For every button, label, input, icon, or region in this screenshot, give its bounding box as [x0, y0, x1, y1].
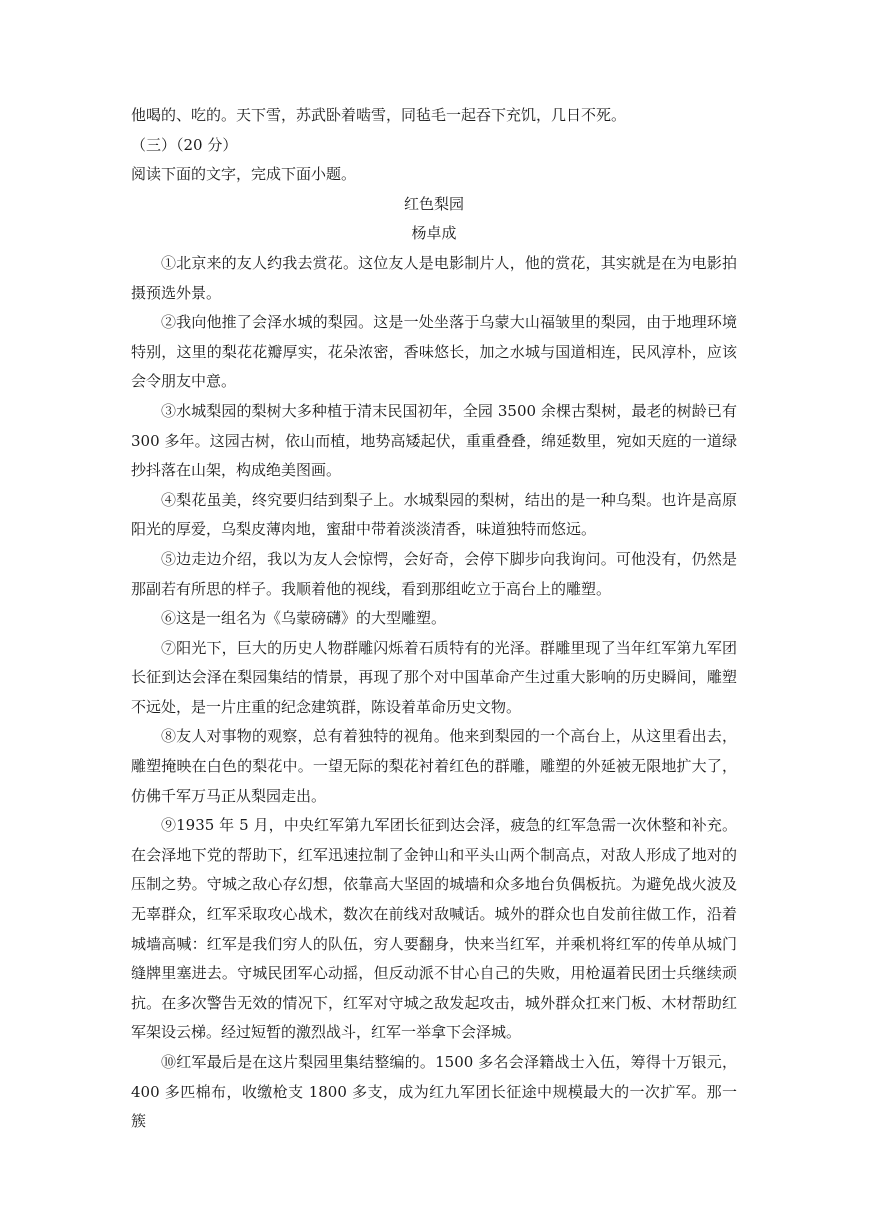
paragraph-1: ①北京来的友人约我去赏花。这位友人是电影制片人，他的赏花，其实就是在为电影拍摄预选外景。 [131, 253, 737, 302]
paragraph-7: ⑦阳光下，巨大的历史人物群雕闪烁着石质特有的光泽。群雕里现了当年红军第九军团长征到达会泽在梨园集结的情景，再现了那个对中国革命产生过重大影响的历史瞬间，雕塑不远处，是一片庄重的纪念建筑群，陈设着革命历史文物。 [131, 638, 737, 716]
paragraph-2: ②我向他推了会泽水城的梨园。这是一处坐落于乌蒙大山福皱里的梨园，由于地理环境特别，这里的梨花花瓣厚实，花朵浓密，香味悠长，加之水城与国道相连，民风淳朴，应该会令朋友中意。 [131, 313, 737, 391]
paragraph-4: ④梨花虽美，终究要归结到梨子上。水城梨园的梨树，结出的是一种乌梨。也许是高原阳光的厚爱，乌梨皮薄肉地，蜜甜中带着淡淡清香，味道独特而悠远。 [131, 490, 737, 539]
paragraph-8: ⑧友人对事物的观察，总有着独特的视角。他来到梨园的一个高台上，从这里看出去，雕塑掩映在白色的梨花中。一望无际的梨花衬着红色的群雕，雕塑的外延被无限地扩大了，仿佛千军万马正从梨园走出。 [131, 727, 737, 805]
paragraph-9: ⑨1935 年 5 月，中央红军第九军团长征到达会泽，疲急的红军急需一次休整和补充。在会泽地下党的帮助下，红军迅速拉制了金钟山和平头山两个制高点，对敌人形成了地对的压制之势。守城之敌心存幻想，依靠高大坚固的城墙和众多地台负偶板抗。为避免战火波及无辜群众，红军采取攻心战术，数次在前线对敌喊话。城外的群众也自发前往做工作，沿着城墙高喊：红军是我们穷人的队伍，穷人要翻身，快来当红军，并乘机将红军的传单从城门缝牌里塞进去。守城民团军心动摇，但反动派不甘心自己的失败，用枪逼着民团士兵继续顽抗。在多次警告无效的情况下，红军对守城之敌发起攻击，城外群众扛来门板、木材帮助红军架设云梯。经过短暂的激烈战斗，红军一举拿下会泽城。 [131, 816, 737, 1042]
page-content [131, 101, 737, 1137]
intro-line-1: 他喝的、吃的。天下雪，苏武卧着啮雪，同毡毛一起吞下充饥，几日不死。 [131, 106, 627, 124]
section-heading: （三）（20 分） [131, 135, 238, 154]
paragraph-6: ⑥这是一组名为《乌蒙磅礴》的大型雕塑。 [161, 609, 447, 628]
instruction-line: 阅读下面的文字，完成下面小题。 [131, 165, 357, 184]
paragraph-10: ⑩红军最后是在这片梨园里集结整编的。1500 多名会泽籍战士入伍，筹得十万银元，400 多匹棉布，收缴枪支 1800 多支，成为红九军团长征途中规模最大的一次扩军。那一簇 [131, 1053, 737, 1131]
paragraph-3: ③水城梨园的梨树大多种植于清末民国初年，全园 3500 余棵古梨树，最老的树龄已有 300 多年。这园古树，依山而植，地势高矮起伏，重重叠叠，绵延数里，宛如天庭的一道绿抄抖落在山架，构成绝美图画。 [131, 401, 737, 480]
article-author: 杨卓成 [411, 224, 457, 243]
article-title: 红色梨园 [403, 194, 464, 213]
paragraph-5: ⑤边走边介绍，我以为友人会惊愕，会好奇，会停下脚步向我询问。可他没有，仍然是那副若有所思的样子。我顺着他的视线，看到那组屹立于高台上的雕塑。 [131, 549, 737, 598]
